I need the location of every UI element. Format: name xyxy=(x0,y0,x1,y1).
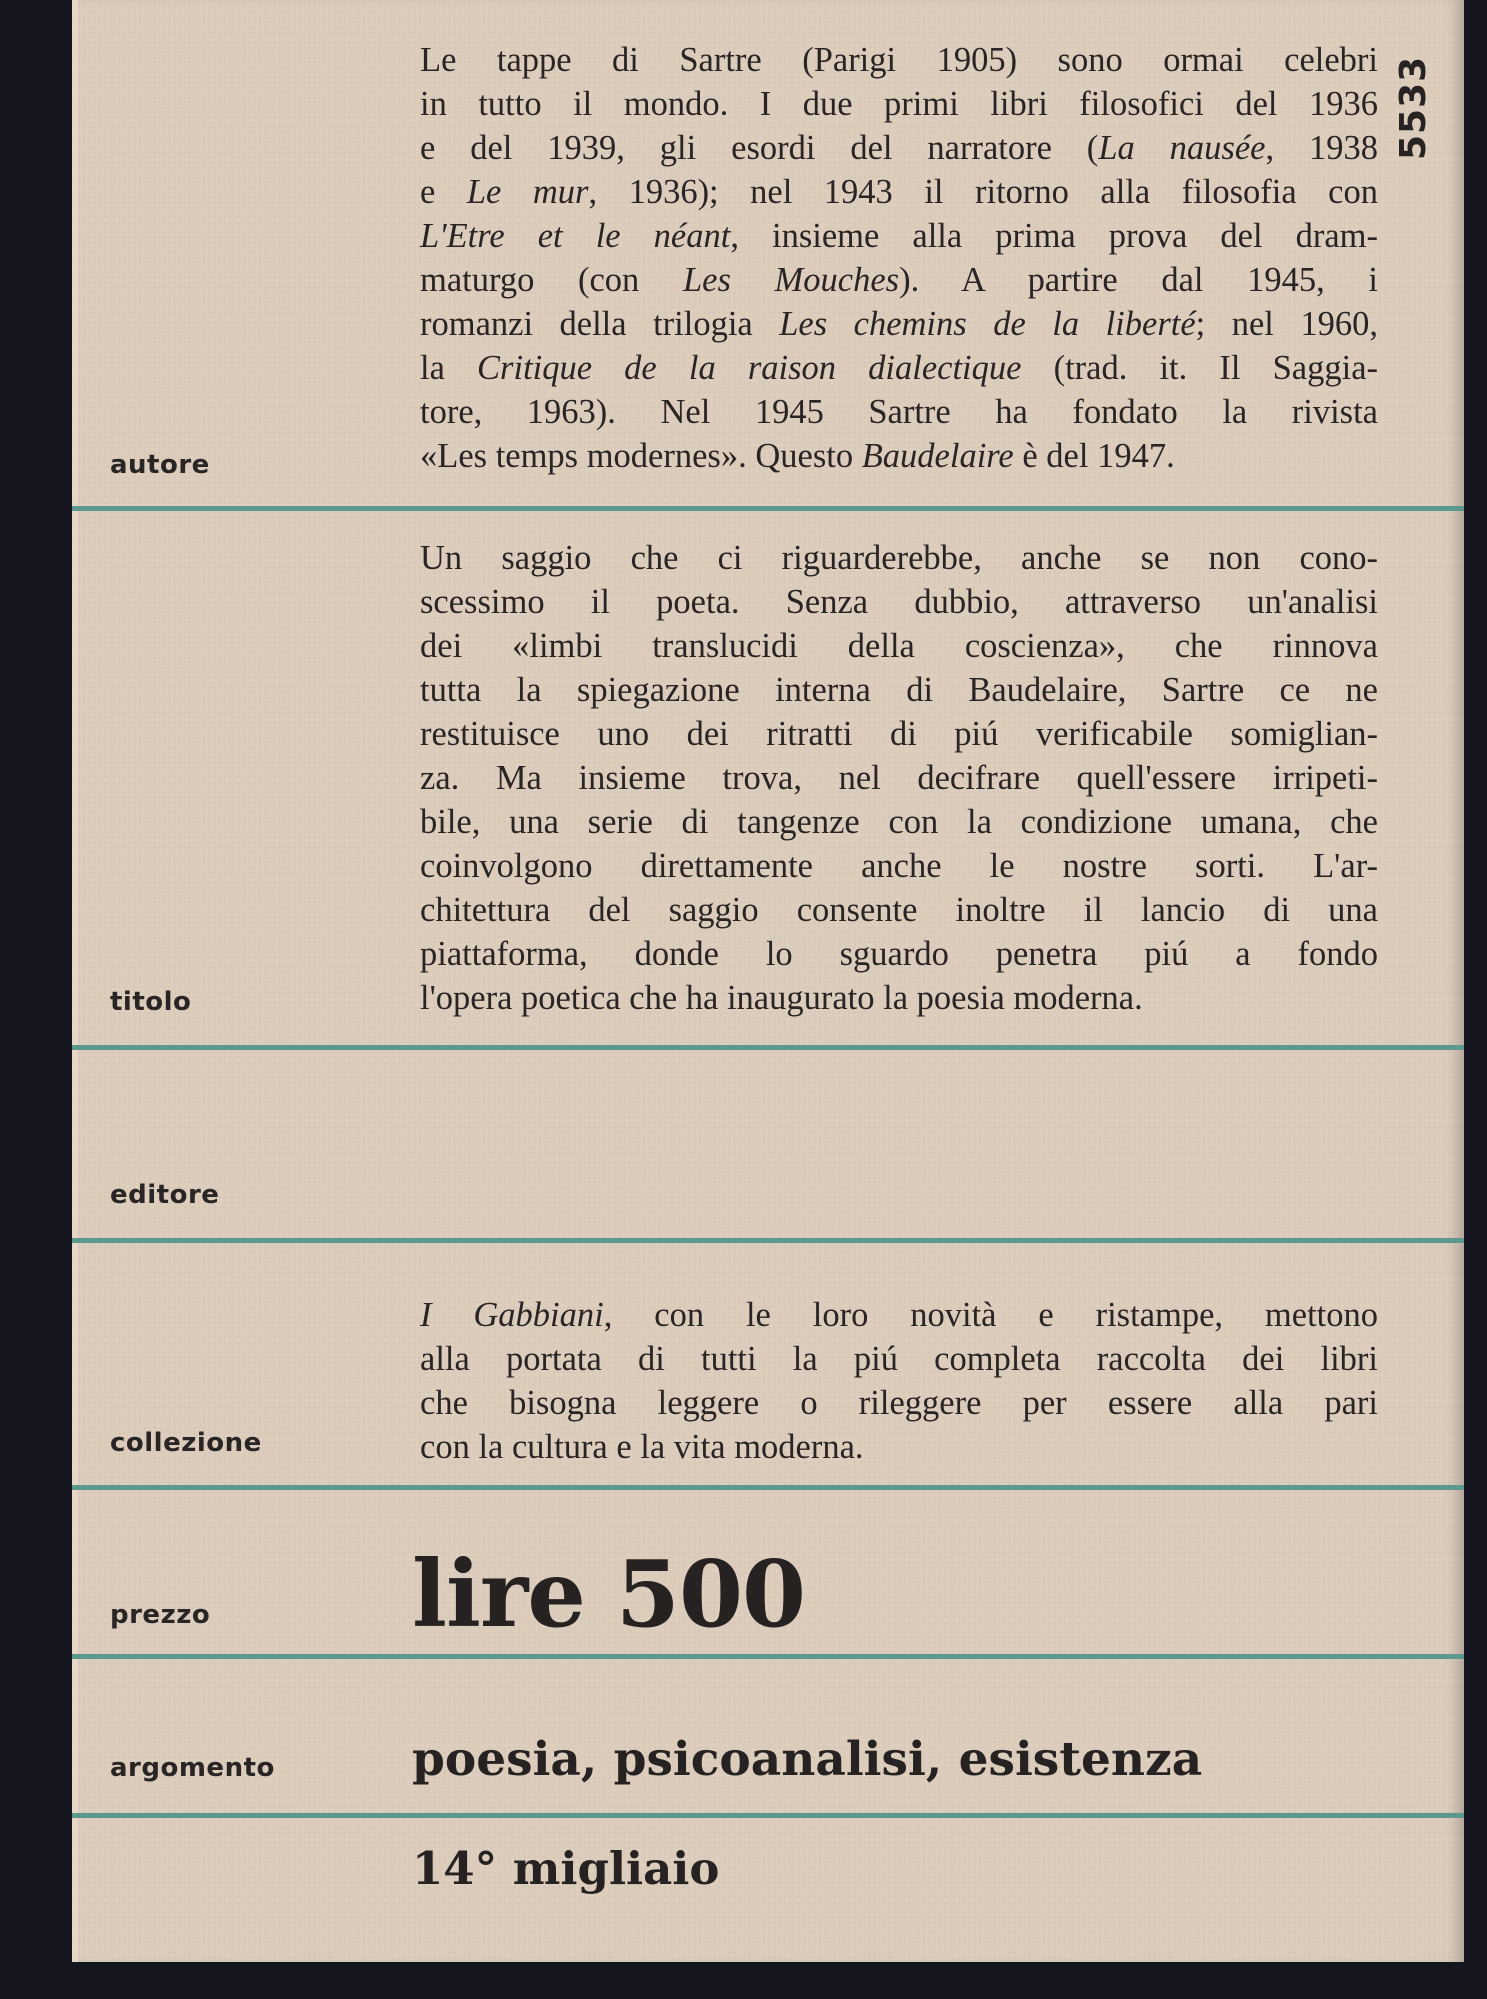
italic-title: Les Mouches xyxy=(682,261,900,299)
italic-title: I Gabbiani xyxy=(420,1296,604,1334)
italic-title: L'Etre et le néant xyxy=(420,217,731,255)
title-line: bile, una serie di tangenze con la condizione umana, che xyxy=(420,803,1378,841)
title-line: scessimo il poeta. Senza dubbio, attraverso un'analisi xyxy=(420,583,1378,621)
collection-line: che bisogna leggere o rileggere per essere alla pari xyxy=(420,1384,1378,1422)
title-line: dei «limbi translucidi della coscienza», che rinnova xyxy=(420,627,1378,665)
divider-rule xyxy=(72,1485,1464,1490)
label-editore: editore xyxy=(110,1180,220,1210)
collection-line: alla portata di tutti la piú completa raccolta dei libri xyxy=(420,1340,1378,1378)
italic-title: La nausée xyxy=(1098,129,1266,167)
subject-value: poesia, psicoanalisi, esistenza xyxy=(412,1732,1203,1787)
author-line: e del 1939, gli esordi del narratore (La nausée, 1938 xyxy=(420,129,1379,167)
label-prezzo: prezzo xyxy=(110,1600,211,1630)
divider-rule xyxy=(72,1238,1464,1243)
author-line: maturgo (con Les Mouches). A partire dal 1945, i xyxy=(420,261,1378,299)
collection-line: I Gabbiani, con le loro novità e ristampe, mettono xyxy=(420,1296,1378,1334)
catalog-number: 5533 xyxy=(1393,55,1434,160)
title-line: tutta la spiegazione interna di Baudelaire, Sartre ce ne xyxy=(420,671,1378,709)
collection-text xyxy=(420,1293,1378,1469)
title-line: chitettura del saggio consente inoltre il lancio di una xyxy=(420,891,1378,929)
italic-title: Le mur xyxy=(466,173,589,211)
italic-title: Les chemins de la liberté xyxy=(779,305,1196,343)
author-line: in tutto il mondo. I due primi libri filosofici del 1936 xyxy=(420,85,1378,123)
cover-edge xyxy=(72,0,78,1962)
author-line: tore, 1963). Nel 1945 Sartre ha fondato la rivista xyxy=(420,393,1378,431)
title-line: Un saggio che ci riguarderebbe, anche se non cono- xyxy=(420,539,1378,577)
title-line: l'opera poetica che ha inaugurato la poesia moderna. xyxy=(420,979,1143,1017)
italic-title: Critique de la raison dialectique xyxy=(477,349,1022,387)
title-line: restituisce uno dei ritratti di piú verificabile somiglian- xyxy=(420,715,1378,753)
label-collezione: collezione xyxy=(110,1428,262,1458)
author-text xyxy=(420,38,1378,478)
author-line: L'Etre et le néant, insieme alla prima prova del dram- xyxy=(420,217,1378,255)
divider-rule xyxy=(72,1813,1464,1818)
author-line: e Le mur, 1936); nel 1943 il ritorno alla filosofia con xyxy=(420,173,1378,211)
author-line: romanzi della trilogia Les chemins de la liberté; nel 1960, xyxy=(420,305,1378,343)
divider-rule xyxy=(72,1045,1464,1050)
title-line: za. Ma insieme trova, nel decifrare quell'essere irripeti- xyxy=(420,759,1378,797)
title-description xyxy=(420,536,1378,1020)
collection-line: con la cultura e la vita moderna. xyxy=(420,1428,864,1466)
author-line: la Critique de la raison dialectique (trad. it. Il Saggia- xyxy=(420,349,1378,387)
italic-title: Baudelaire xyxy=(861,437,1014,475)
author-line: Le tappe di Sartre (Parigi 1905) sono ormai celebri xyxy=(420,41,1378,79)
label-autore: autore xyxy=(110,450,210,480)
divider-rule xyxy=(72,1654,1464,1659)
label-argomento: argomento xyxy=(110,1753,275,1783)
author-line: «Les temps modernes». Questo Baudelaire è del 1947. xyxy=(420,437,1175,475)
printing-thousand: 14° migliaio xyxy=(412,1842,720,1895)
title-line: piattaforma, donde lo sguardo penetra piú a fondo xyxy=(420,935,1378,973)
divider-rule xyxy=(72,506,1464,511)
label-titolo: titolo xyxy=(110,987,192,1017)
price-value: lire 500 xyxy=(412,1540,805,1648)
title-line: coinvolgono direttamente anche le nostre sorti. L'ar- xyxy=(420,847,1378,885)
